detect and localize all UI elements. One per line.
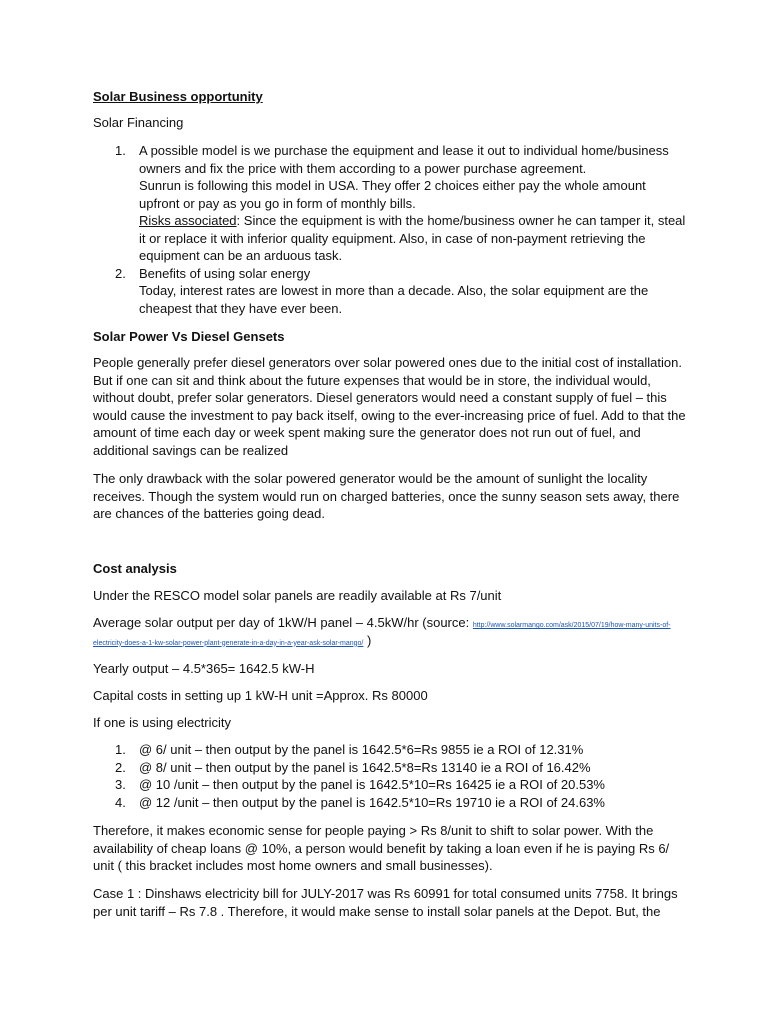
list-item xyxy=(93,741,688,759)
capital-costs: Capital costs in setting up 1 kW-H unit =Approx. Rs 80000 xyxy=(93,688,428,703)
electricity-intro: If one is using electricity xyxy=(93,715,232,730)
case1-paragraph: Case 1 : Dinshaws electricity bill for JULY-2017 was Rs 60991 for total consumed units 7758. It brings per unit tariff – Rs 7.8 . Therefore, it would make sense to install solar panels at the Depot. But, the xyxy=(93,886,678,919)
list-number: 1. xyxy=(115,143,126,158)
list-number: 4. xyxy=(115,794,126,810)
yearly-output: Yearly output – 4.5*365= 1642.5 kW-H xyxy=(93,661,315,676)
section-subtitle-solar-financing: Solar Financing xyxy=(93,115,184,130)
list-text: @ 8/ unit – then output by the panel is 1642.5*8=Rs 13140 ie a ROI of 16.42% xyxy=(139,759,591,775)
risk-label: Risks associated xyxy=(139,213,237,228)
roi-list xyxy=(93,741,688,811)
list-text: @ 6/ unit – then output by the panel is 1642.5*6=Rs 9855 ie a ROI of 12.31% xyxy=(139,742,584,757)
list-number: 2. xyxy=(115,265,126,281)
list-item xyxy=(93,759,688,777)
list-text: A possible model is we purchase the equipment and lease it out to individual home/business owners and fix the price with them according to a power purchase agreement. xyxy=(139,143,669,176)
list-number: 3. xyxy=(115,777,126,792)
list-text: Today, interest rates are lowest in more than a decade. Also, the solar equipment are the cheapest that they have ever been. xyxy=(139,283,649,316)
paragraph: People generally prefer diesel generators over solar powered ones due to the initial cost of installation. But if one can sit and think about the future expenses that would be in store, the individual would, without doubt, prefer solar generators. Diesel generators would need a constant supply of fuel – this would cause the investment to pay back itself, owing to the ever-increasing price of fuel. Add to that the amount of time each day or week spent making sure the generator does not run out of fuel, and additional savings can be realized xyxy=(93,355,686,458)
section-heading-diesel: Solar Power Vs Diesel Gensets xyxy=(93,329,285,344)
list-item xyxy=(93,776,688,794)
section-heading-cost-analysis: Cost analysis xyxy=(93,561,177,576)
list-item xyxy=(93,265,688,318)
financing-list xyxy=(93,142,688,317)
avg-output-paragraph xyxy=(93,614,688,649)
source-link[interactable]: http://www.solarmango.com/ask/2015/07/19/how-many-units-of-electricity-does-a-1-kw-solar-power-plant-generate-in-a-day-in-a-year-ask-solar-mango/ xyxy=(93,622,671,647)
document-title: Solar Business opportunity xyxy=(93,89,263,104)
risk-paragraph xyxy=(139,212,688,265)
list-number: 1. xyxy=(115,742,126,757)
list-item xyxy=(93,142,688,265)
list-text: @ 12 /unit – then output by the panel is 1642.5*10=Rs 19710 ie a ROI of 24.63% xyxy=(139,794,605,810)
avg-output-close: ) xyxy=(367,632,372,648)
list-number: 2. xyxy=(115,759,126,775)
paragraph: The only drawback with the solar powered generator would be the amount of sunlight the locality receives. Though the system would run on charged batteries, once the sunny season sets away, there are chances of the batteries going dead. xyxy=(93,471,680,521)
list-item xyxy=(93,794,688,812)
list-text: Sunrun is following this model in USA. They offer 2 choices either pay the whole amount upfront or pay as you go in form of monthly bills. xyxy=(139,178,646,211)
list-text: Benefits of using solar energy xyxy=(139,265,311,281)
avg-output-text: Average solar output per day of 1kW/H panel – 4.5kW/hr (source: xyxy=(93,615,473,630)
resco-text: Under the RESCO model solar panels are readily available at Rs 7/unit xyxy=(93,588,502,603)
risk-text: : Since the equipment is with the home/business owner he can tamper it, steal it or replace it with inferior quality equipment. Also, in case of non-payment retrieving the equipment can be an arduous task. xyxy=(139,213,686,263)
conclusion-paragraph: Therefore, it makes economic sense for people paying > Rs 8/unit to shift to solar power. With the availability of cheap loans @ 10%, a person would benefit by taking a loan even if he is paying Rs 6/ unit ( this bracket includes most home owners and small businesses). xyxy=(93,823,670,873)
list-text: @ 10 /unit – then output by the panel is 1642.5*10=Rs 16425 ie a ROI of 20.53% xyxy=(139,777,605,792)
